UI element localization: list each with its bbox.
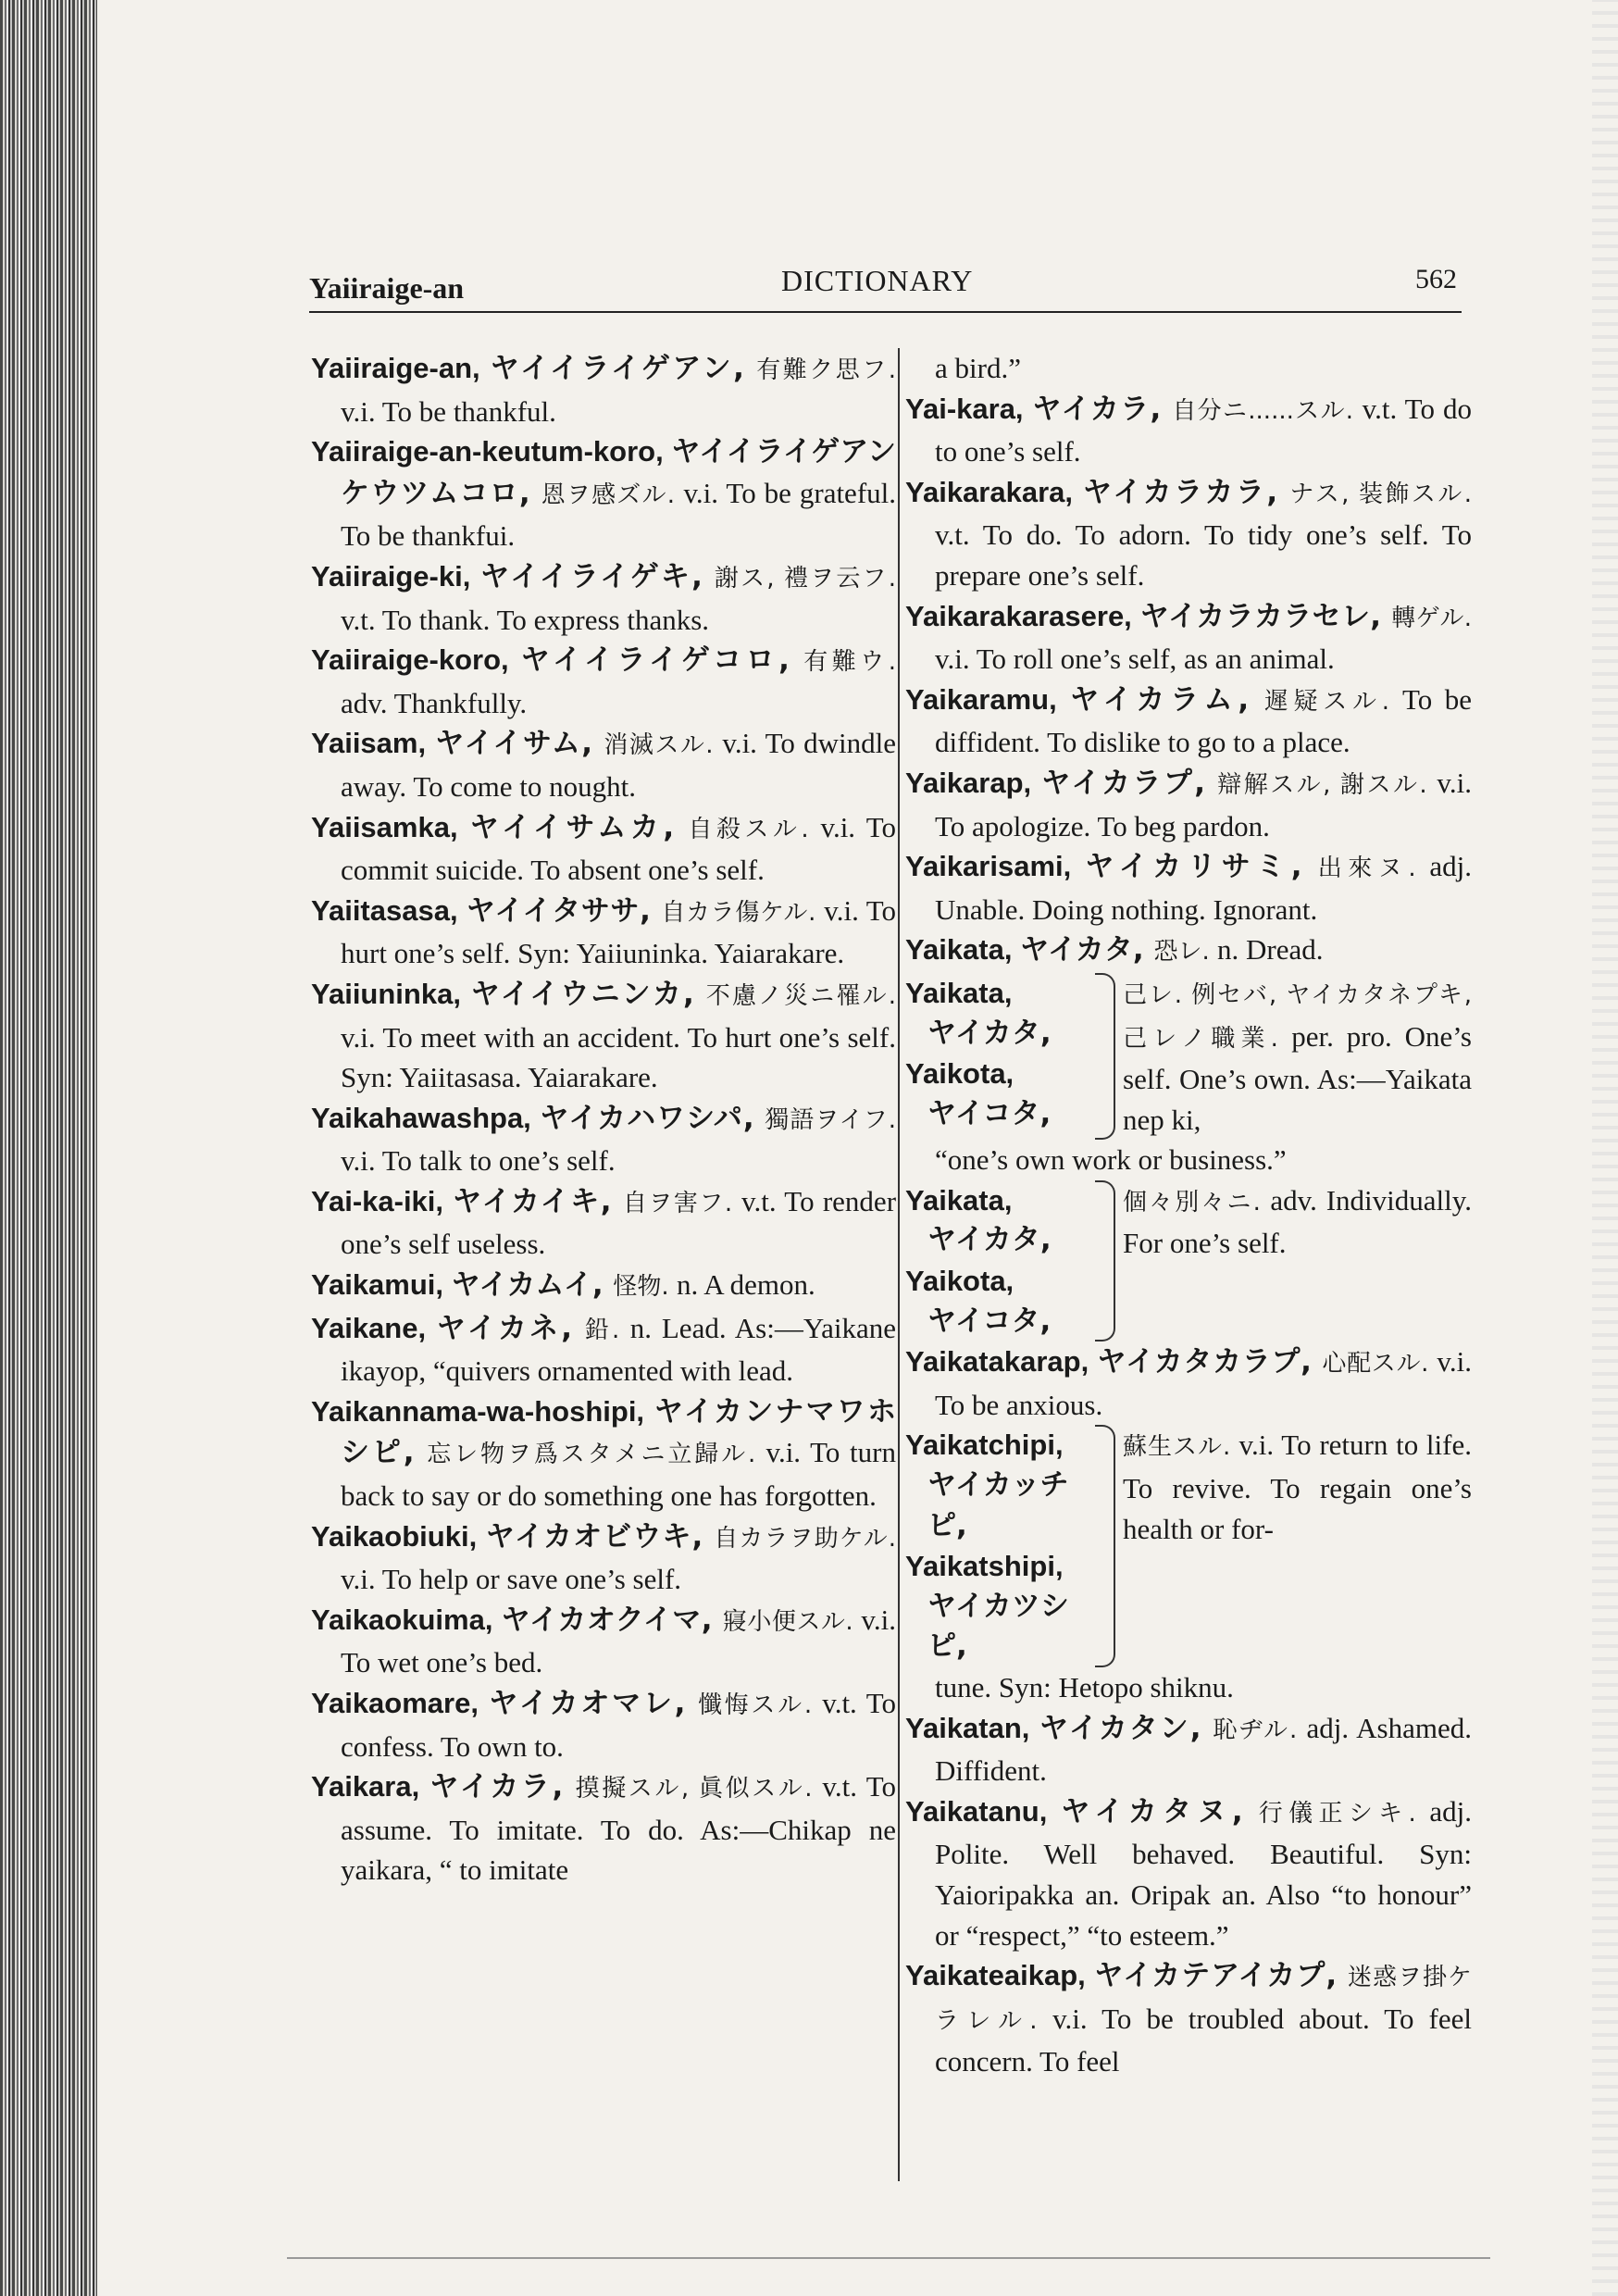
headword: Yaikata, bbox=[905, 933, 1021, 967]
entry-definition: adj. Polite. Well behaved. Beautiful. Syn: Yaioripakka an. Oripak an. Also “to honour” or “respect,” “to esteem.” bbox=[935, 1794, 1472, 1952]
header-rule bbox=[309, 311, 1462, 313]
entry-kanji: 懺悔スル. bbox=[697, 1691, 823, 1719]
column-divider bbox=[898, 348, 900, 2181]
braced-entry-group bbox=[905, 1425, 1472, 1667]
entry-kanji: 蘇生スル. bbox=[1123, 1433, 1239, 1462]
dictionary-entry bbox=[905, 846, 1472, 930]
entry-kanji: 謝ス, 禮ヲ云フ. bbox=[714, 564, 896, 593]
dictionary-entry bbox=[311, 1600, 896, 1683]
headword: Yai-ka-iki, bbox=[311, 1184, 454, 1217]
group-tail-text: “one’s own work or business.” bbox=[935, 1143, 1287, 1177]
dictionary-entry bbox=[905, 389, 1472, 472]
entry-kanji: 個々別々ニ. bbox=[1123, 1188, 1271, 1217]
headword: Yaiiuninka, bbox=[311, 977, 471, 1010]
entry-definition: To be diffident. To dislike to go to a place. bbox=[935, 682, 1472, 759]
dictionary-entry bbox=[311, 1098, 896, 1181]
headword: Yaikateaikap, bbox=[905, 1959, 1095, 1992]
page-number: 562 bbox=[1415, 264, 1457, 294]
dictionary-entry bbox=[311, 1308, 896, 1391]
dictionary-entry bbox=[311, 1766, 896, 1890]
dictionary-entry bbox=[905, 680, 1472, 763]
dictionary-entry bbox=[311, 723, 896, 806]
entry-kanji: 不慮ノ災ニ罹ル. bbox=[705, 981, 897, 1010]
dictionary-entry bbox=[905, 596, 1472, 680]
entry-kanji: 轉ゲル. bbox=[1391, 604, 1473, 632]
entry-definition: v.i. To apologize. To beg pardon. bbox=[935, 766, 1472, 842]
entry-definition: n. Dread. bbox=[1217, 933, 1324, 967]
dictionary-entry bbox=[311, 974, 896, 1098]
dictionary-entry bbox=[311, 1683, 896, 1766]
headword: Yaikara, bbox=[311, 1770, 430, 1803]
headword: Yaikatshipi, bbox=[905, 1550, 1064, 1583]
header-title: DICTIONARY bbox=[781, 264, 974, 297]
continuation-text: a bird.” bbox=[935, 352, 1021, 384]
entry-definition: n. A demon. bbox=[676, 1268, 815, 1302]
dictionary-entry bbox=[311, 891, 896, 974]
braced-entry-group bbox=[905, 1180, 1472, 1341]
entry-kana: ヤイイライゲアン, bbox=[490, 352, 757, 385]
entry-definition: v.t. To thank. To express thanks. bbox=[341, 603, 710, 636]
headword: Yaikamui, bbox=[311, 1268, 452, 1302]
dictionary-entry bbox=[905, 1708, 1472, 1791]
entry-definition: n. Lead. As:—Yaikane ikayop, “quivers ornamented with lead. bbox=[341, 1311, 896, 1388]
dictionary-entry bbox=[905, 472, 1472, 596]
entry-definition: adv. Individually. For one’s self. bbox=[1123, 1183, 1472, 1260]
entry-definition: v.t. To confess. To own to. bbox=[341, 1687, 897, 1763]
entry-kanji: 恥ヂル. bbox=[1213, 1716, 1307, 1744]
entry-kana: ヤイカラカラセレ, bbox=[1139, 599, 1392, 633]
entry-definition: v.i. To be thankful. bbox=[341, 394, 556, 428]
entry-kanji: 行儀正シキ. bbox=[1258, 1799, 1430, 1828]
entry-kana: ヤイイウニンカ, bbox=[470, 977, 706, 1011]
dictionary-entry bbox=[311, 1265, 896, 1308]
headword: Yaikaramu, bbox=[905, 682, 1071, 716]
entry-kanji: 恩ヲ感ズル. bbox=[541, 480, 684, 509]
entry-kana: ヤイイサム, bbox=[435, 727, 604, 761]
entry-definition: v.i. To be grateful. To be thankfui. bbox=[341, 476, 897, 553]
headword: Yaiiraige-koro, bbox=[311, 643, 521, 677]
entry-kana: ヤイカイキ, bbox=[453, 1184, 623, 1218]
entry-kana: ヤイカテアイカプ, bbox=[1094, 1959, 1348, 1993]
entry-kanji: 遲疑スル. bbox=[1263, 687, 1402, 716]
entry-definition: v.i. To return to life. To revive. To regain one’s health or for- bbox=[1123, 1429, 1472, 1545]
dictionary-entry bbox=[311, 348, 896, 431]
entry-kanji: 有難ク思フ. bbox=[756, 356, 897, 384]
headword: Yaikaomare, bbox=[311, 1687, 490, 1719]
entry-kana: ヤイイライゲアンケウツムコロ, bbox=[341, 435, 896, 510]
headword: Yaikane, bbox=[311, 1311, 437, 1344]
entry-kana: ヤイカリサミ, bbox=[1085, 850, 1318, 884]
dictionary-entry bbox=[905, 930, 1472, 973]
book-binding-shadow bbox=[0, 0, 97, 2296]
entry-definition: v.i. To meet with an accident. To hurt one’s self. Syn: Yaiitasasa. Yaiarakare. bbox=[341, 1020, 896, 1094]
entry-kanji: 忘レ物ヲ爲スタメニ立歸ル. bbox=[427, 1441, 766, 1469]
entry-definition: v.i. To help or save one’s self. bbox=[341, 1563, 682, 1596]
dictionary-entry bbox=[905, 1955, 1472, 2082]
dictionary-entry bbox=[311, 1516, 896, 1600]
entry-kanji: 自殺スル. bbox=[688, 815, 821, 843]
entry-kanji: 自カラヲ助ケル. bbox=[714, 1524, 896, 1553]
headword: Yaiiraige-ki, bbox=[311, 559, 481, 593]
dictionary-entry bbox=[311, 640, 896, 723]
entry-kana: ヤイカオマレ, bbox=[489, 1687, 698, 1720]
entry-kana: ヤイカオクイマ, bbox=[501, 1603, 723, 1637]
entry-kanji: 恐レ. bbox=[1153, 938, 1218, 967]
entry-definition: v.i. To roll one’s self, as an animal. bbox=[935, 643, 1335, 676]
header-guide-word: Yaiiraige-an bbox=[309, 271, 465, 305]
entry-kanji: 消滅スル. bbox=[604, 731, 723, 760]
headword: Yaikarakarasere, bbox=[905, 599, 1140, 632]
headword: Yaikatakarap, bbox=[905, 1345, 1098, 1379]
headword: Yaikata, bbox=[905, 1183, 1013, 1217]
brace bbox=[1095, 1425, 1115, 1667]
group-tail-text: tune. Syn: Hetopo shiknu. bbox=[935, 1671, 1234, 1703]
headword: Yaiitasasa, bbox=[311, 893, 467, 927]
page-edge bbox=[1592, 0, 1618, 2296]
entry-kanji: 有難ウ. bbox=[803, 648, 896, 677]
headword: Yaikarap, bbox=[905, 766, 1042, 799]
brace bbox=[1095, 1180, 1115, 1341]
brace bbox=[1095, 973, 1115, 1140]
entry-kana: ヤイカタ, bbox=[927, 1223, 1052, 1257]
entry-kana: ヤイカタン, bbox=[1039, 1711, 1214, 1745]
entry-kanji: 摸擬スル, 眞似スル. bbox=[575, 1775, 823, 1803]
entry-kana: ヤイコタ, bbox=[927, 1096, 1052, 1130]
headword: Yai-kara, bbox=[905, 392, 1033, 425]
entry-definition: adj. Ashamed. Diffident. bbox=[935, 1711, 1472, 1788]
entry-kanji: 自ヲ害フ. bbox=[622, 1189, 741, 1217]
entry-definition: v.i. To wet one’s bed. bbox=[341, 1603, 896, 1679]
headword: Yaikatanu, bbox=[905, 1794, 1062, 1828]
entry-kanji: 自カラ傷ケル. bbox=[661, 898, 825, 927]
entry-definition: v.i. To talk to one’s self. bbox=[341, 1144, 616, 1178]
entry-kana: ヤイコタ, bbox=[927, 1304, 1052, 1338]
dictionary-entry bbox=[311, 1181, 896, 1265]
entry-kana: ヤイカネ, bbox=[436, 1311, 585, 1345]
entry-kanji: 獨語ヲイフ. bbox=[765, 1105, 896, 1134]
entry-definition: v.t. To assume. To imitate. To do. As:—Chikap ne yaikara, “ to imitate bbox=[341, 1770, 897, 1887]
headword: Yaikota, bbox=[905, 1265, 1014, 1298]
entry-definition: v.i. To turn back to say or do something one has forgotten. bbox=[341, 1436, 896, 1513]
entry-kana: ヤイカタカラプ, bbox=[1097, 1345, 1323, 1379]
entry-kana: ヤイイライゲキ, bbox=[480, 559, 715, 593]
entry-kanji: 己レ. 例セバ, ヤイカタネプキ, 己レノ職業. bbox=[1123, 980, 1472, 1053]
entry-kana: ヤイカンナマワホシピ, bbox=[341, 1394, 896, 1470]
entry-kana: ヤイカタヌ, bbox=[1061, 1794, 1259, 1828]
headword: Yaikaobiuki, bbox=[311, 1519, 486, 1553]
headword: Yaiisamka, bbox=[311, 810, 470, 843]
entry-definition: v.t. To render one’s self useless. bbox=[341, 1184, 897, 1261]
entry-kana: ヤイカオビウキ, bbox=[485, 1519, 715, 1554]
entry-kanji: 出來ヌ. bbox=[1317, 855, 1430, 883]
entry-kanji: ナス, 装飾スル. bbox=[1289, 480, 1472, 508]
headword: Yaikarisami, bbox=[905, 850, 1086, 883]
entry-kanji: 自分ニ......スル. bbox=[1172, 396, 1363, 425]
entry-kana: ヤイカタ, bbox=[927, 1016, 1052, 1050]
entry-kana: ヤイカムイ, bbox=[451, 1268, 614, 1303]
entry-definition: per. pro. One’s self. One’s own. As:—Yaikata nep ki, bbox=[1123, 1019, 1472, 1136]
headword: Yaikatan, bbox=[905, 1711, 1040, 1744]
entry-definition: adv. Thankfully. bbox=[341, 686, 528, 719]
entry-kana: ヤイイサムカ, bbox=[469, 810, 689, 844]
dictionary-entry bbox=[311, 1391, 896, 1516]
entry-kanji: 心配スル. bbox=[1322, 1350, 1438, 1379]
entry-kanji: 寢小便スル. bbox=[722, 1607, 862, 1636]
dictionary-entry bbox=[311, 556, 896, 640]
entry-kana: ヤイカッチピ, bbox=[927, 1468, 1069, 1542]
headword: Yaikahawashpa, bbox=[311, 1101, 541, 1134]
headword: Yaiiraige-an-keutum-koro, bbox=[311, 435, 672, 468]
entry-kana: ヤイカタ, bbox=[1020, 933, 1154, 967]
headword: Yaikatchipi, bbox=[905, 1429, 1064, 1462]
entry-kana: ヤイカハワシパ, bbox=[540, 1101, 765, 1135]
entry-kana: ヤイカラ, bbox=[1032, 392, 1173, 426]
headword: Yaiisam, bbox=[311, 727, 436, 760]
entry-definition: adj. Unable. Doing nothing. Ignorant. bbox=[935, 850, 1472, 926]
entry-kana: ヤイカツシピ, bbox=[927, 1589, 1069, 1664]
headword: Yaikota, bbox=[905, 1057, 1014, 1091]
entry-kanji: 辯解スル, 謝スル. bbox=[1217, 770, 1438, 799]
braced-entry-group bbox=[905, 973, 1472, 1140]
dictionary-entry bbox=[905, 763, 1472, 846]
entry-kana: ヤイイライゲコロ, bbox=[520, 643, 804, 678]
entry-kana: ヤイカラ, bbox=[429, 1770, 576, 1804]
column-right bbox=[905, 348, 1472, 2082]
entry-kana: ヤイイタササ, bbox=[466, 893, 662, 928]
entry-kana: ヤイカラカラ, bbox=[1083, 475, 1290, 509]
entry-kanji: 迷惑ヲ掛ケラレル. bbox=[935, 1964, 1472, 2035]
dictionary-entry bbox=[905, 1791, 1472, 1955]
headword: Yaiiraige-an, bbox=[311, 352, 491, 384]
headword: Yaikarakara, bbox=[905, 475, 1084, 508]
entry-kana: ヤイカラム, bbox=[1070, 682, 1264, 717]
headword: Yaikata, bbox=[905, 976, 1013, 1009]
entry-definition: v.i. To be troubled about. To feel concern. To feel bbox=[935, 2002, 1472, 2078]
dictionary-entry bbox=[311, 431, 896, 556]
entry-definition: v.t. To do. To adorn. To tidy one’s self. To prepare one’s self. bbox=[935, 518, 1472, 592]
entry-definition: v.i. To commit suicide. To absent one’s self. bbox=[341, 810, 897, 887]
dictionary-entry bbox=[311, 807, 896, 891]
running-header bbox=[309, 264, 1457, 306]
headword: Yaikannama-wa-hoshipi, bbox=[311, 1394, 654, 1428]
column-left bbox=[311, 348, 896, 1890]
bottom-edge-line bbox=[287, 2257, 1490, 2259]
entry-definition: v.i. To hurt one’s self. Syn: Yaiiuninka. Yaiarakare. bbox=[341, 893, 897, 970]
entry-kanji: 鉛. bbox=[584, 1316, 630, 1344]
entry-definition: v.i. To be anxious. bbox=[935, 1345, 1472, 1421]
entry-kanji: 怪物. bbox=[613, 1273, 677, 1302]
headword: Yaikaokuima, bbox=[311, 1603, 502, 1636]
entry-definition: v.t. To do to one’s self. bbox=[935, 392, 1473, 468]
dictionary-entry bbox=[905, 1341, 1472, 1425]
entry-definition: v.i. To dwindle away. To come to nought. bbox=[341, 727, 896, 803]
entry-kana: ヤイカラプ, bbox=[1041, 766, 1218, 800]
